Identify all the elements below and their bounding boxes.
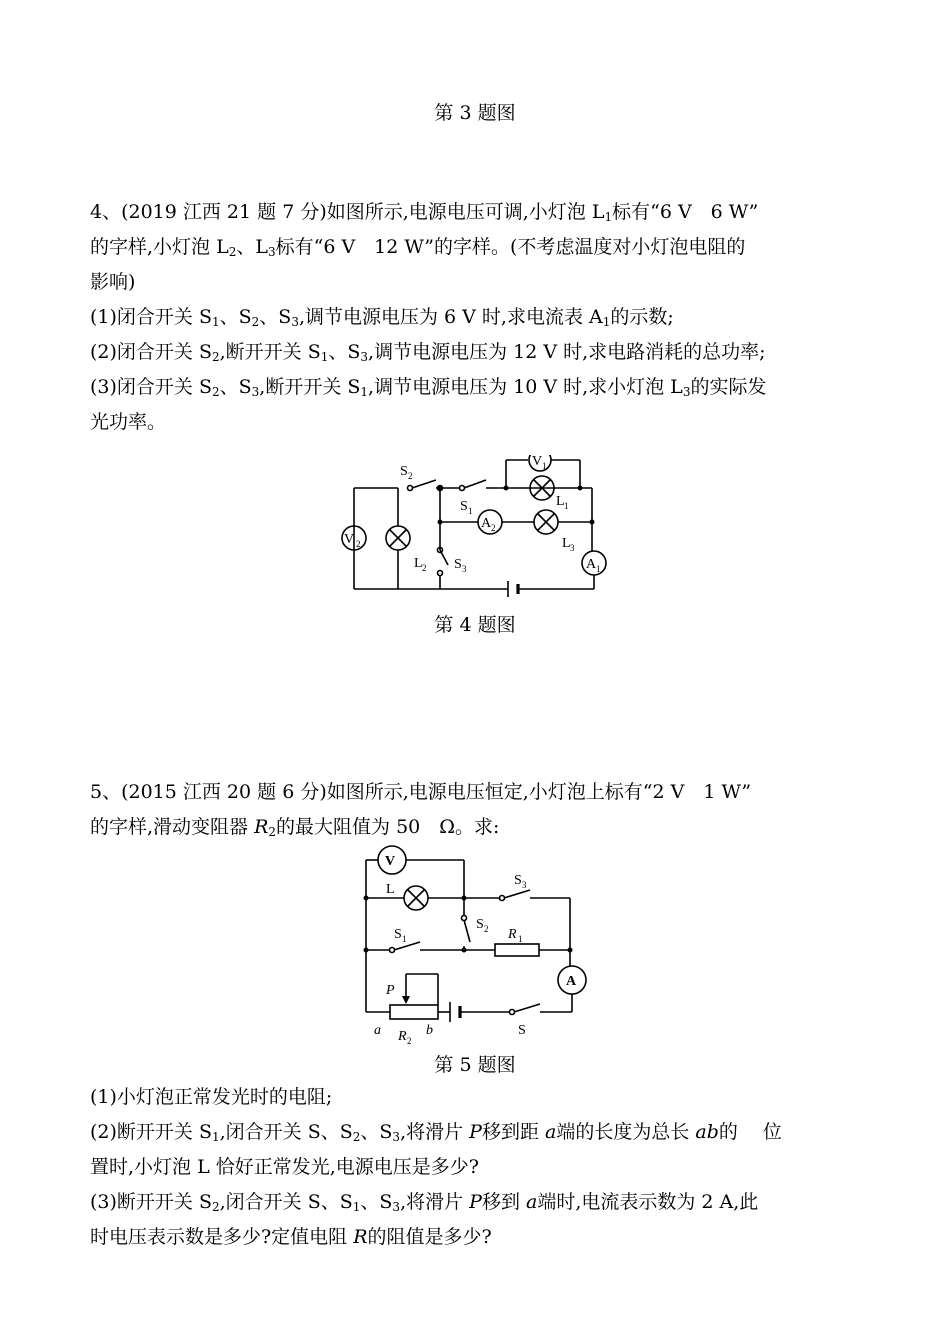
s3-sub: 3	[522, 880, 527, 890]
q5-part3: (3)断开开关 $S_2$,闭合开关 S、$S_1$、$S_3$,将滑片 P移到 a端时,电流表示数为 2 A,此	[90, 1191, 759, 1214]
a-label: A	[566, 974, 577, 989]
switch-s3-icon	[500, 896, 505, 901]
s2-label: S	[400, 464, 408, 479]
s2-sub: 2	[408, 471, 413, 481]
s2-label: S	[476, 917, 484, 932]
r1-sub: 1	[518, 934, 523, 944]
r1-label: R	[508, 927, 517, 942]
q4-part1: (1)闭合开关 $S_1$、$S_2$、$S_3$,调节电源电压为 6 V 时,求电流表 $A_1$的示数;	[90, 306, 674, 329]
v2-label: V	[344, 532, 355, 547]
s3-label: S	[454, 557, 462, 572]
q5-line1: 5、(2015 江西 20 题 6 分)如图所示,电源电压恒定,小灯泡上标有“2 V 1 W”	[90, 781, 752, 803]
fig4-caption: 第 4 题图	[434, 614, 516, 636]
v2-sub: 2	[356, 539, 361, 549]
l3-label: L	[562, 536, 571, 551]
q5-part2-cont: 置时,小灯泡 L 恰好正常发光,电源电压是多少?	[90, 1156, 479, 1178]
l-label: L	[386, 882, 395, 897]
b-end-label: b	[426, 1023, 433, 1038]
l1-label: L	[556, 494, 565, 509]
l2-sub: 2	[422, 563, 427, 573]
q5-part2: (2)断开开关 $S_1$,闭合开关 S、$S_2$、$S_3$,将滑片 P移到距 a端的长度为总长 ab的 位	[90, 1121, 782, 1144]
l2-label: L	[414, 556, 423, 571]
a1-sub: 1	[596, 564, 601, 574]
r2-sub: 2	[407, 1036, 412, 1046]
switch-s1-icon	[460, 486, 465, 491]
v1-sub: 1	[542, 461, 547, 471]
s1-sub: 1	[402, 934, 407, 944]
a-end-label: a	[374, 1023, 381, 1038]
q4-part3-cont: 光功率。	[90, 411, 167, 433]
l3-sub: 3	[570, 543, 575, 553]
resistor-r1-icon	[495, 944, 539, 956]
s3-sub: 3	[462, 564, 467, 574]
q5-part3-cont: 时电压表示数是多少?定值电阻 R的阻值是多少?	[90, 1226, 492, 1248]
s1-sub: 1	[468, 506, 473, 516]
a2-label: A	[481, 516, 492, 531]
fig5-caption: 第 5 题图	[434, 1054, 516, 1076]
switch-s2-icon	[408, 486, 413, 491]
q4-part3: (3)闭合开关 $S_2$、$S_3$,断开开关 $S_1$,调节电源电压为 10 V 时,求小灯泡 $L_3$的实际发	[90, 376, 767, 399]
rheostat-r2-icon	[390, 1005, 438, 1019]
q4-line1: 4、(2019 江西 21 题 7 分)如图所示,电源电压可调,小灯泡 $L_1$标有“6 V 6 W”	[90, 201, 759, 224]
question-5	[90, 775, 865, 845]
r2-label: R	[398, 1029, 407, 1044]
switch-s-icon	[510, 1010, 515, 1015]
l1-sub: 1	[564, 501, 569, 511]
switch-s1-icon	[390, 948, 395, 953]
a2-sub: 2	[491, 523, 496, 533]
question-5-parts	[90, 1080, 865, 1255]
s1-label: S	[394, 927, 402, 942]
p-label: P	[386, 983, 395, 998]
s3-label: S	[514, 873, 522, 888]
q4-part2: (2)闭合开关 $S_2$,断开开关 $S_1$、$S_3$,调节电源电压为 12 V 时,求电路消耗的总功率;	[90, 341, 766, 364]
q4-line3: 影响)	[90, 271, 136, 293]
circuit-diagram-4	[330, 455, 620, 600]
q4-line2: 的字样,小灯泡 $L_2$、$L_3$标有“6 V 12 W”的字样。(不考虑温度对小灯泡电阻的	[90, 236, 746, 259]
fig3-caption: 第 3 题图	[434, 102, 516, 124]
s1-label: S	[460, 499, 468, 514]
v-label: V	[385, 854, 396, 869]
s2-sub: 2	[484, 924, 489, 934]
s-label: S	[518, 1023, 526, 1038]
circuit-diagram-5	[350, 842, 600, 1047]
a1-label: A	[586, 557, 597, 572]
q5-line2: 的字样,滑动变阻器 $R_2$的最大阻值为 50 Ω。求:	[90, 816, 500, 839]
switch-s2-icon	[462, 916, 467, 921]
q5-part1: (1)小灯泡正常发光时的电阻;	[90, 1086, 333, 1108]
question-4	[90, 195, 865, 440]
slider-arrow-icon	[402, 996, 410, 1004]
v1-label: V	[532, 455, 543, 469]
